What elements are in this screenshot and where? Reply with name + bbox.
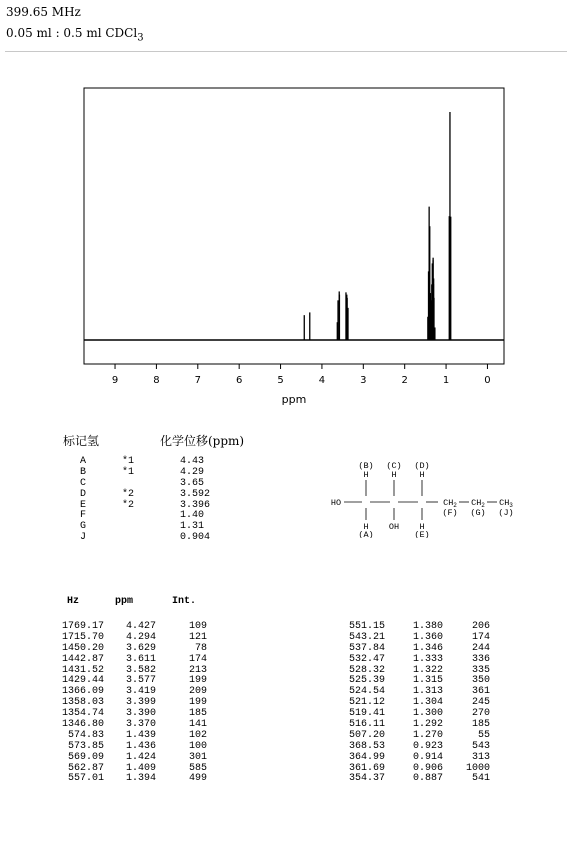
chain-group: $CH_2$: [443, 498, 457, 509]
table-cell-int: 361: [471, 686, 490, 698]
table-cell-int: 336: [471, 653, 490, 665]
table-cell-hz: 1442.87: [61, 653, 104, 665]
left-table-ppm: [110, 622, 156, 785]
assignment-shift: 0.904: [180, 532, 211, 544]
table-cell-ppm: 3.370: [125, 719, 156, 731]
table-cell-int: 245: [471, 697, 490, 709]
int-header-left: Int.: [172, 596, 197, 607]
table-cell-int: 174: [188, 653, 207, 665]
x-tick-label: 3: [360, 375, 367, 386]
table-cell-hz: 557.01: [67, 773, 104, 785]
table-cell-hz: 1346.80: [61, 719, 104, 731]
assignment-label: D: [79, 488, 86, 500]
table-cell-int: 199: [188, 675, 207, 687]
assignment-shift: 3.396: [180, 499, 211, 511]
substituent: H: [419, 522, 425, 532]
table-cell-hz: 1431.52: [61, 664, 104, 676]
assignment-shift: 1.40: [180, 510, 205, 522]
table-cell-ppm: 1.424: [125, 751, 156, 763]
left-table-int: [175, 622, 207, 785]
table-cell-ppm: 3.611: [125, 653, 156, 665]
table-cell-ppm: 1.313: [412, 686, 443, 698]
table-cell-ppm: 1.304: [412, 697, 443, 709]
x-tick-label: 1: [442, 375, 450, 386]
table-cell-ppm: 1.409: [125, 762, 156, 774]
table-cell-ppm: 3.399: [125, 697, 156, 709]
table-cell-ppm: 3.419: [125, 686, 156, 698]
proton-label: (E): [414, 530, 430, 538]
table-cell-hz: 537.84: [348, 642, 385, 654]
table-cell-ppm: 0.887: [412, 773, 443, 785]
table-cell-hz: 364.99: [348, 751, 385, 763]
assignment-label: J: [79, 532, 86, 544]
left-table-hz: [52, 622, 104, 785]
table-cell-hz: 524.54: [348, 686, 385, 698]
table-cell-hz: 507.20: [348, 729, 385, 741]
solvent-subscript: 3: [137, 32, 144, 44]
assignment-label: F: [79, 510, 86, 522]
table-cell-ppm: 1.315: [412, 675, 443, 687]
x-tick-label: 0: [484, 375, 491, 386]
table-cell-ppm: 0.914: [412, 751, 443, 763]
table-cell-int: 78: [194, 642, 207, 654]
proton-label: (D): [414, 461, 430, 471]
hydroxyl-group: HO: [330, 498, 342, 508]
assignment-shift-header: 化学位移(ppm): [160, 434, 245, 448]
plot-frame: [84, 88, 504, 364]
table-cell-hz: 1358.03: [61, 697, 104, 709]
table-cell-int: 335: [471, 664, 490, 676]
substituent: OH: [388, 522, 400, 532]
molecular-structure: [328, 458, 528, 538]
table-cell-hz: 569.09: [67, 751, 104, 763]
table-cell-int: 313: [471, 751, 490, 763]
table-cell-int: 350: [471, 675, 490, 687]
table-cell-ppm: 4.294: [125, 631, 156, 643]
table-cell-int: 141: [188, 719, 207, 731]
table-cell-ppm: 1.333: [412, 653, 443, 665]
table-cell-int: 244: [471, 642, 490, 654]
table-cell-ppm: 3.390: [125, 708, 156, 720]
table-cell-ppm: 1.436: [125, 740, 156, 752]
table-cell-hz: 551.15: [348, 621, 385, 632]
table-cell-hz: 1429.44: [61, 675, 104, 687]
proton-label: (J): [498, 508, 514, 518]
assignment-note: *2: [122, 488, 135, 500]
table-cell-ppm: 1.346: [412, 642, 443, 654]
table-cell-ppm: 1.380: [412, 621, 443, 632]
table-cell-hz: 1769.17: [61, 621, 104, 632]
x-tick-label: 8: [153, 375, 160, 386]
proton-label: (C): [386, 461, 402, 471]
table-cell-ppm: 0.923: [412, 740, 443, 752]
nmr-spectrum-chart: [0, 0, 570, 420]
assignment-label: E: [79, 499, 86, 511]
x-tick-label: 4: [318, 375, 326, 386]
assignment-labels: [76, 457, 90, 544]
table-cell-ppm: 0.906: [412, 762, 443, 774]
assignment-shift: 3.592: [180, 488, 211, 500]
hydrogen-atom: H: [363, 470, 369, 480]
table-cell-hz: 562.87: [67, 762, 104, 774]
assignment-shift: 3.65: [180, 477, 205, 489]
table-cell-hz: 574.83: [67, 729, 104, 741]
table-cell-hz: 573.85: [67, 740, 104, 752]
table-cell-ppm: 1.270: [412, 729, 443, 741]
assignment-note: [122, 511, 146, 522]
proton-label: (G): [470, 508, 486, 518]
table-cell-int: 174: [471, 631, 490, 643]
table-cell-ppm: 3.577: [125, 675, 156, 687]
assignment-label: C: [79, 477, 86, 489]
table-cell-hz: 519.41: [348, 708, 385, 720]
table-cell-hz: 1450.20: [61, 642, 104, 654]
table-cell-int: 270: [471, 708, 490, 720]
assignment-note: *2: [122, 499, 135, 511]
assignment-shift: 4.43: [180, 456, 205, 467]
assignment-shifts: [180, 457, 230, 544]
x-tick-label: 6: [235, 375, 243, 386]
table-cell-hz: 516.11: [348, 719, 385, 731]
chain-group: $CH_2$: [471, 498, 485, 509]
assignment-note: *1: [122, 456, 135, 467]
hydrogen-atom: H: [419, 470, 425, 480]
solvent-text: 0.05 ml : 0.5 ml CDCl: [6, 26, 138, 40]
substituent: H: [363, 522, 369, 532]
chain-group: $CH_3$: [499, 498, 513, 509]
proton-label: (B): [358, 461, 374, 471]
assignment-label-header: 标记氢: [63, 434, 100, 448]
assignment-shift: 4.29: [180, 466, 205, 478]
table-cell-hz: 1354.74: [61, 708, 104, 720]
table-cell-hz: 354.37: [348, 773, 385, 785]
table-cell-int: 585: [188, 762, 207, 774]
ppm-header-left: ppm: [115, 596, 134, 607]
table-cell-hz: 521.12: [348, 697, 385, 709]
table-cell-int: 543: [471, 740, 490, 752]
table-cell-hz: 361.69: [348, 762, 385, 774]
right-table-int: [458, 622, 490, 785]
x-tick-label: 7: [194, 375, 201, 386]
table-cell-ppm: 1.394: [125, 773, 156, 785]
x-axis-label: ppm: [281, 393, 307, 406]
x-tick-label: 2: [401, 375, 408, 386]
table-cell-hz: 368.53: [348, 740, 385, 752]
proton-label: (F): [442, 508, 458, 518]
table-cell-int: 209: [188, 686, 207, 698]
table-cell-hz: 1715.70: [61, 631, 104, 643]
assignment-note: [122, 522, 146, 533]
table-cell-int: 121: [188, 631, 207, 643]
assignment-note: [122, 533, 146, 544]
table-cell-int: 100: [188, 740, 207, 752]
assignment-shift: 1.31: [180, 521, 205, 533]
table-cell-int: 213: [188, 664, 207, 676]
table-cell-ppm: 1.360: [412, 631, 443, 643]
table-cell-int: 199: [188, 697, 207, 709]
table-cell-hz: 543.21: [348, 631, 385, 643]
x-tick-label: 5: [277, 375, 284, 386]
assignment-label: A: [79, 456, 86, 467]
table-cell-int: 185: [188, 708, 207, 720]
table-cell-int: 206: [471, 621, 490, 632]
table-cell-hz: 525.39: [348, 675, 385, 687]
table-cell-hz: 532.47: [348, 653, 385, 665]
table-cell-hz: 528.32: [348, 664, 385, 676]
table-cell-int: 102: [188, 729, 207, 741]
hydrogen-atom: H: [391, 470, 397, 480]
table-cell-int: 1000: [465, 762, 490, 774]
assignment-label: G: [79, 521, 86, 533]
proton-label: (A): [358, 530, 374, 538]
table-cell-int: 109: [188, 621, 207, 632]
assignment-note: *1: [122, 466, 135, 478]
table-cell-ppm: 1.439: [125, 729, 156, 741]
table-cell-int: 55: [477, 729, 490, 741]
table-cell-ppm: 3.629: [125, 642, 156, 654]
spectrometer-frequency: 399.65 MHz: [6, 5, 81, 19]
table-cell-int: 541: [471, 773, 490, 785]
table-cell-hz: 1366.09: [61, 686, 104, 698]
right-table-hz: [338, 622, 385, 785]
table-cell-ppm: 4.427: [125, 621, 156, 632]
table-cell-int: 499: [188, 773, 207, 785]
assignment-notes: [122, 457, 146, 544]
assignment-label: B: [79, 466, 86, 478]
hz-header-left: Hz: [67, 596, 80, 607]
table-cell-ppm: 1.292: [412, 719, 443, 731]
right-table-ppm: [400, 622, 443, 785]
table-cell-int: 185: [471, 719, 490, 731]
table-cell-ppm: 1.322: [412, 664, 443, 676]
table-cell-int: 301: [188, 751, 207, 763]
x-tick-label: 9: [111, 375, 119, 386]
table-cell-ppm: 3.582: [125, 664, 156, 676]
table-cell-ppm: 1.300: [412, 708, 443, 720]
